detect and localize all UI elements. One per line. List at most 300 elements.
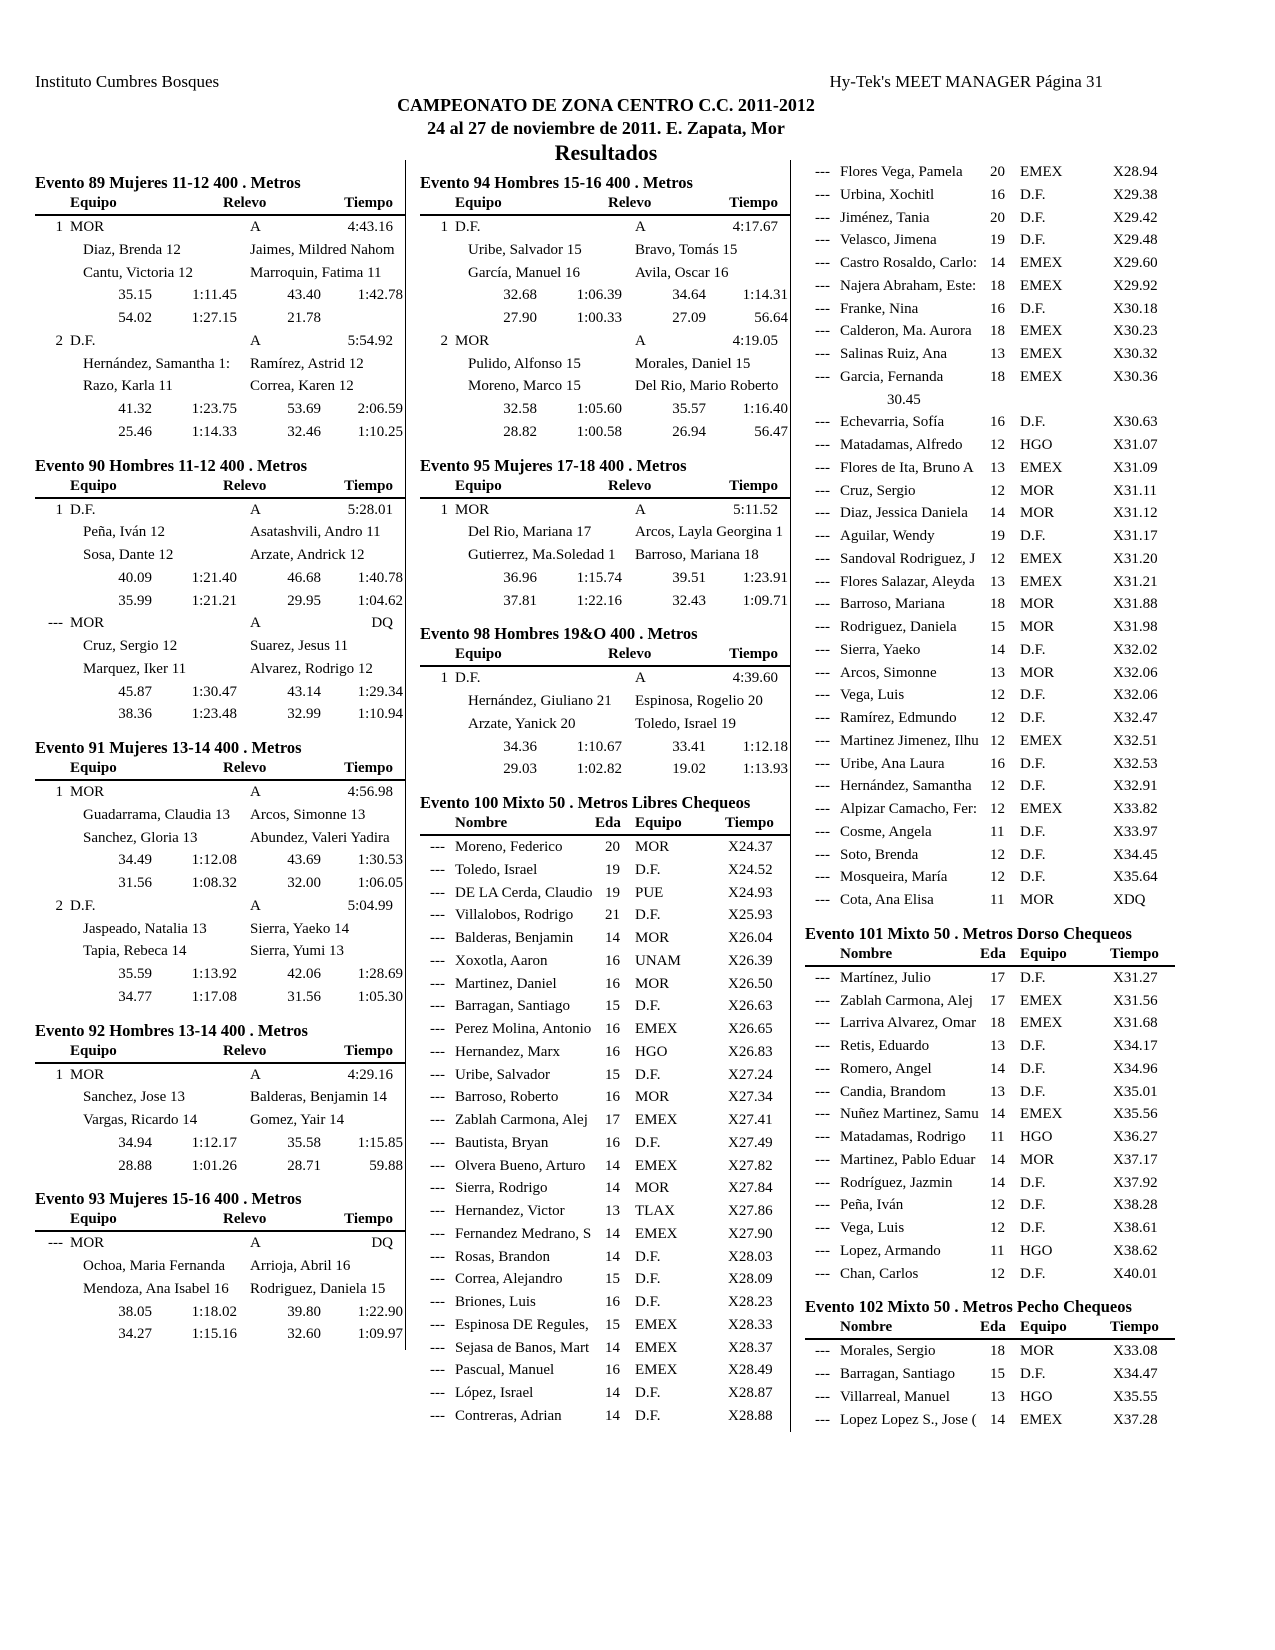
swimmer-name: Pascual, Manuel bbox=[455, 1362, 555, 1379]
swimmer: Arzate, Yanick 20 bbox=[468, 715, 576, 732]
time: X32.06 bbox=[1113, 687, 1158, 704]
age: 11 bbox=[990, 823, 1005, 840]
result-row bbox=[805, 161, 1175, 184]
swimmer-name: Najera Abraham, Este: bbox=[840, 277, 977, 294]
time: X29.38 bbox=[1113, 186, 1158, 203]
place: --- bbox=[430, 1271, 445, 1288]
splits-row bbox=[35, 1323, 405, 1346]
swimmer: Hernández, Samantha 1: bbox=[83, 355, 231, 372]
age: 19 bbox=[990, 232, 1005, 249]
result-row bbox=[805, 343, 1175, 366]
splits-row bbox=[35, 284, 405, 307]
time: X35.01 bbox=[1113, 1083, 1158, 1100]
swimmer-name: Flores de Ita, Bruno A bbox=[840, 459, 974, 476]
time: X38.62 bbox=[1113, 1242, 1158, 1259]
time: X24.52 bbox=[728, 861, 773, 878]
team: D.F. bbox=[455, 219, 481, 235]
header-team: Equipo bbox=[70, 477, 117, 494]
swimmer-name: Bautista, Bryan bbox=[455, 1134, 549, 1151]
age: 14 bbox=[605, 1248, 620, 1265]
swimmer-name: Martinez, Pablo Eduar bbox=[840, 1151, 976, 1168]
result-row bbox=[420, 1223, 790, 1246]
header-time: Tiempo bbox=[1110, 1319, 1159, 1336]
team: HGO bbox=[1020, 1129, 1053, 1145]
header-team: Equipo bbox=[70, 1042, 117, 1059]
result-row bbox=[805, 798, 1175, 821]
result-row bbox=[420, 995, 790, 1018]
split-time: 31.56 bbox=[287, 988, 321, 1005]
split-time: 30.45 bbox=[887, 391, 921, 408]
place: --- bbox=[815, 892, 830, 908]
header-team: Equipo bbox=[635, 815, 682, 831]
swimmer-name: Morales, Sergio bbox=[840, 1343, 936, 1360]
split-time: 42.06 bbox=[287, 966, 321, 982]
column-header-row bbox=[420, 193, 790, 216]
place: --- bbox=[430, 1180, 445, 1197]
result-row bbox=[420, 1268, 790, 1291]
relay-letter: A bbox=[250, 501, 261, 518]
splits-row bbox=[35, 849, 405, 872]
age: 12 bbox=[990, 1265, 1005, 1282]
column-header-row bbox=[35, 1041, 405, 1064]
team: D.F. bbox=[1020, 1265, 1046, 1282]
splits-row bbox=[35, 307, 405, 330]
event-title: Evento 90 Hombres 11-12 400 . Metros bbox=[35, 455, 308, 475]
swimmer-name: Sierra, Yaeko bbox=[840, 641, 921, 658]
split-time: 1:23.75 bbox=[191, 401, 237, 417]
header-relay: Relevo bbox=[608, 477, 652, 494]
place: --- bbox=[815, 1411, 830, 1428]
splits-row bbox=[420, 736, 790, 759]
time: X38.28 bbox=[1113, 1197, 1158, 1214]
age: 11 bbox=[990, 1129, 1005, 1145]
split-time: 25.46 bbox=[118, 423, 152, 440]
team: D.F. bbox=[1020, 1197, 1046, 1214]
place: --- bbox=[430, 861, 445, 878]
age: 14 bbox=[990, 1060, 1005, 1077]
splits-row bbox=[35, 567, 405, 590]
splits-row bbox=[420, 567, 790, 590]
swimmer: Correa, Karen 12 bbox=[250, 378, 354, 395]
place: --- bbox=[815, 710, 830, 726]
age: 11 bbox=[990, 1242, 1005, 1259]
swimmer-name: Balderas, Benjamin bbox=[455, 930, 574, 946]
time: X35.56 bbox=[1113, 1106, 1158, 1123]
split-time: 56.47 bbox=[754, 423, 788, 440]
age: 16 bbox=[990, 300, 1005, 317]
age: 13 bbox=[990, 664, 1005, 681]
age: 16 bbox=[990, 414, 1005, 431]
split-time: 1:10.94 bbox=[357, 706, 403, 723]
swimmer: Morales, Daniel 15 bbox=[635, 355, 751, 372]
place: --- bbox=[48, 1235, 63, 1252]
split-time: 27.09 bbox=[672, 310, 706, 326]
time: X33.82 bbox=[1113, 801, 1158, 817]
time: X31.27 bbox=[1113, 969, 1158, 986]
place: --- bbox=[815, 619, 830, 635]
splits-row bbox=[35, 421, 405, 444]
time: X34.45 bbox=[1113, 846, 1158, 863]
place: --- bbox=[430, 998, 445, 1015]
team: D.F. bbox=[1020, 710, 1046, 726]
result-row bbox=[805, 571, 1175, 594]
result-row bbox=[805, 775, 1175, 798]
swimmer-name: Martinez, Daniel bbox=[455, 975, 557, 992]
relay-swimmers-row bbox=[420, 544, 790, 567]
place: --- bbox=[430, 884, 445, 901]
relay-team-row bbox=[35, 781, 405, 804]
swimmer-name: Diaz, Jessica Daniela bbox=[840, 505, 968, 522]
age: 15 bbox=[990, 619, 1005, 635]
result-row bbox=[420, 1041, 790, 1064]
team: D.F. bbox=[635, 1066, 661, 1083]
swimmer-name: Flores Salazar, Aleyda bbox=[840, 573, 975, 590]
age: 14 bbox=[605, 1407, 620, 1424]
team: D.F. bbox=[635, 907, 661, 924]
time: X31.21 bbox=[1113, 573, 1158, 590]
result-row bbox=[805, 548, 1175, 571]
event-title: Evento 101 Mixto 50 . Metros Dorso Chequeos bbox=[805, 923, 1132, 943]
team: MOR bbox=[1020, 619, 1055, 635]
swimmer: Jaspeado, Natalia 13 bbox=[83, 920, 207, 937]
split-time: 38.36 bbox=[118, 706, 152, 723]
relay-letter: A bbox=[250, 219, 261, 235]
relay-swimmers-row bbox=[35, 658, 405, 681]
place: --- bbox=[430, 975, 445, 992]
time: 5:04.99 bbox=[347, 897, 393, 914]
place: --- bbox=[430, 1089, 445, 1106]
swimmer: Barroso, Mariana 18 bbox=[635, 547, 759, 563]
team: D.F. bbox=[1020, 687, 1046, 704]
split-time: 1:08.32 bbox=[191, 875, 237, 891]
result-row bbox=[420, 1064, 790, 1087]
age: 16 bbox=[605, 1134, 620, 1151]
relay-swimmers-row bbox=[420, 262, 790, 285]
age: 16 bbox=[990, 755, 1005, 772]
swimmer: Marquez, Iker 11 bbox=[83, 660, 187, 677]
swimmer-name: Uribe, Salvador bbox=[455, 1066, 550, 1083]
team: EMEX bbox=[1020, 801, 1063, 817]
swimmer: Jaimes, Mildred Nahom bbox=[250, 241, 395, 258]
time: X33.08 bbox=[1113, 1343, 1158, 1360]
age: 15 bbox=[605, 1066, 620, 1083]
result-row bbox=[805, 298, 1175, 321]
result-row bbox=[805, 639, 1175, 662]
place: --- bbox=[430, 1134, 445, 1151]
splits-row bbox=[420, 284, 790, 307]
meet-dates: 24 al 27 de noviembre de 2011. E. Zapata, Mor bbox=[427, 118, 785, 138]
split-time: 35.99 bbox=[118, 592, 152, 609]
place: --- bbox=[815, 528, 830, 544]
time: X30.18 bbox=[1113, 300, 1158, 317]
header-name: Nombre bbox=[840, 1319, 893, 1336]
result-row bbox=[420, 859, 790, 882]
team: D.F. bbox=[1020, 869, 1046, 886]
swimmer: Arrioja, Abril 16 bbox=[250, 1258, 351, 1274]
split-time: 39.80 bbox=[287, 1303, 321, 1320]
age: 20 bbox=[990, 164, 1005, 180]
result-row bbox=[805, 525, 1175, 548]
team: MOR bbox=[1020, 1151, 1055, 1168]
place: 1 bbox=[440, 501, 448, 518]
time: X28.88 bbox=[728, 1407, 773, 1424]
time: 4:19.05 bbox=[732, 332, 778, 349]
age: 19 bbox=[990, 528, 1005, 544]
result-row bbox=[805, 593, 1175, 616]
team: HGO bbox=[1020, 437, 1053, 453]
result-row bbox=[805, 707, 1175, 730]
relay-letter: A bbox=[250, 784, 261, 800]
swimmer-name: Vega, Luis bbox=[840, 1220, 905, 1236]
place: --- bbox=[815, 1343, 830, 1360]
column-header-row bbox=[35, 758, 405, 781]
team: D.F. bbox=[1020, 1060, 1046, 1077]
age: 12 bbox=[990, 437, 1005, 453]
split-time: 1:10.67 bbox=[576, 738, 622, 755]
swimmer-name: Larriva Alvarez, Omar bbox=[840, 1015, 977, 1032]
result-row bbox=[805, 662, 1175, 685]
age: 14 bbox=[605, 1157, 620, 1174]
result-row bbox=[805, 844, 1175, 867]
header-team: Equipo bbox=[70, 760, 117, 776]
split-time: 1:12.08 bbox=[191, 852, 237, 869]
swimmer: Cruz, Sergio 12 bbox=[83, 638, 178, 654]
split-time: 1:18.02 bbox=[191, 1303, 237, 1320]
age: 14 bbox=[605, 930, 620, 946]
age: 14 bbox=[990, 1106, 1005, 1123]
split-time: 53.69 bbox=[287, 401, 321, 417]
age: 14 bbox=[605, 1225, 620, 1242]
team: MOR bbox=[1020, 505, 1055, 522]
split-time: 1:21.21 bbox=[191, 592, 237, 609]
swimmer-name: Candia, Brandom bbox=[840, 1083, 946, 1100]
swimmer-name: Romero, Angel bbox=[840, 1060, 932, 1077]
time: 5:28.01 bbox=[347, 501, 393, 518]
swimmer: Arcos, Layla Georgina 1 bbox=[635, 524, 784, 541]
age: 12 bbox=[990, 710, 1005, 726]
swimmer: Del Rio, Mario Roberto bbox=[635, 378, 779, 395]
age: 14 bbox=[990, 1174, 1005, 1191]
place: 2 bbox=[440, 332, 448, 349]
swimmer-name: Chan, Carlos bbox=[840, 1265, 919, 1282]
split-time: 32.43 bbox=[672, 592, 706, 609]
team: EMEX bbox=[1020, 573, 1063, 590]
results-column-2 bbox=[420, 172, 790, 1428]
team: MOR bbox=[635, 975, 670, 992]
swimmer: Ramírez, Astrid 12 bbox=[250, 355, 364, 372]
swimmer-name: Vega, Luis bbox=[840, 687, 905, 704]
relay-swimmers-row bbox=[35, 1086, 405, 1109]
relay-swimmers-row bbox=[35, 940, 405, 963]
relay-swimmers-row bbox=[35, 353, 405, 376]
swimmer: Mendoza, Ana Isabel 16 bbox=[83, 1280, 229, 1297]
team: D.F. bbox=[1020, 232, 1046, 249]
swimmer-name: Hernández, Samantha bbox=[840, 778, 972, 795]
time: X31.17 bbox=[1113, 528, 1158, 544]
result-row bbox=[805, 252, 1175, 275]
swimmer-name: Urbina, Xochitl bbox=[840, 186, 935, 203]
relay-swimmers-row bbox=[35, 804, 405, 827]
split-time: 1:11.45 bbox=[192, 287, 237, 304]
header-time: Tiempo bbox=[729, 195, 778, 211]
place: 1 bbox=[440, 670, 448, 687]
split-time: 39.51 bbox=[672, 569, 706, 586]
results-column-1 bbox=[35, 172, 405, 1346]
header-relay: Relevo bbox=[223, 195, 267, 211]
team: D.F. bbox=[70, 332, 96, 349]
result-row bbox=[805, 616, 1175, 639]
age: 12 bbox=[990, 869, 1005, 886]
swimmer-name: Sandoval Rodriguez, J bbox=[840, 550, 976, 567]
time: X28.94 bbox=[1113, 164, 1158, 180]
split-time: 35.57 bbox=[672, 401, 706, 417]
split-time: 32.68 bbox=[503, 287, 537, 304]
split-time: 1:28.69 bbox=[357, 966, 403, 982]
swimmer-name: Rodriguez, Daniela bbox=[840, 619, 957, 635]
age: 15 bbox=[990, 1366, 1005, 1382]
age: 16 bbox=[605, 975, 620, 992]
place: --- bbox=[815, 664, 830, 681]
swimmer-name: Perez Molina, Antonio bbox=[455, 1021, 592, 1037]
swimmer-name: Moreno, Federico bbox=[455, 839, 563, 855]
result-row bbox=[805, 1035, 1175, 1058]
relay-swimmers-row bbox=[35, 375, 405, 398]
swimmer: Sosa, Dante 12 bbox=[83, 547, 174, 563]
relay-swimmers-row bbox=[420, 239, 790, 262]
result-row bbox=[805, 1263, 1175, 1286]
result-row bbox=[805, 480, 1175, 503]
time: X37.28 bbox=[1113, 1411, 1158, 1428]
team: MOR bbox=[455, 501, 490, 518]
result-row bbox=[420, 1109, 790, 1132]
split-time: 19.02 bbox=[672, 761, 706, 778]
swimmer-name: Olvera Bueno, Arturo bbox=[455, 1157, 586, 1174]
swimmer-name: Barroso, Roberto bbox=[455, 1089, 559, 1106]
age: 21 bbox=[605, 907, 620, 924]
team: EMEX bbox=[635, 1157, 678, 1174]
team: EMEX bbox=[635, 1362, 678, 1379]
age: 17 bbox=[990, 992, 1005, 1009]
splits-row bbox=[420, 758, 790, 781]
swimmer: Peña, Iván 12 bbox=[83, 524, 166, 541]
time: X29.48 bbox=[1113, 232, 1158, 249]
swimmer-name: Matadamas, Alfredo bbox=[840, 437, 963, 453]
team: D.F. bbox=[635, 1385, 661, 1401]
relay-team-row bbox=[35, 1064, 405, 1087]
age: 12 bbox=[990, 1197, 1005, 1214]
split-time: 1:30.53 bbox=[357, 852, 403, 869]
result-row bbox=[805, 1081, 1175, 1104]
result-row bbox=[420, 904, 790, 927]
place: --- bbox=[815, 1388, 830, 1405]
split-time: 1:12.17 bbox=[191, 1134, 237, 1151]
age: 14 bbox=[605, 1385, 620, 1401]
split-time: 2:06.59 bbox=[357, 401, 403, 417]
split-time: 34.94 bbox=[118, 1134, 152, 1151]
column-header-row bbox=[805, 1317, 1175, 1340]
age: 17 bbox=[990, 969, 1005, 986]
time: X35.64 bbox=[1113, 869, 1158, 886]
relay-letter: A bbox=[250, 332, 261, 349]
time: X32.47 bbox=[1113, 710, 1158, 726]
split-time: 29.03 bbox=[503, 761, 537, 778]
result-row bbox=[805, 502, 1175, 525]
header-relay: Relevo bbox=[223, 760, 267, 776]
swimmer: Vargas, Ricardo 14 bbox=[83, 1112, 198, 1128]
time: X26.50 bbox=[728, 975, 773, 992]
split-time: 34.27 bbox=[118, 1326, 152, 1343]
swimmer-name: Franke, Nina bbox=[840, 300, 919, 317]
time: X27.90 bbox=[728, 1225, 773, 1242]
swimmer: Asatashvili, Andro 11 bbox=[250, 524, 381, 541]
event-title: Evento 89 Mujeres 11-12 400 . Metros bbox=[35, 173, 301, 192]
relay-letter: A bbox=[635, 332, 646, 349]
result-row bbox=[420, 1337, 790, 1360]
split-time: 35.58 bbox=[287, 1134, 321, 1151]
team: HGO bbox=[1020, 1242, 1053, 1259]
result-row bbox=[805, 320, 1175, 343]
place: --- bbox=[815, 687, 830, 704]
relay-team-row bbox=[35, 330, 405, 353]
age: 14 bbox=[605, 1180, 620, 1197]
header-team: Equipo bbox=[455, 646, 502, 663]
swimmer-name: Sierra, Rodrigo bbox=[455, 1180, 548, 1197]
event-title: Evento 98 Hombres 19&O 400 . Metros bbox=[420, 624, 698, 644]
time: X32.91 bbox=[1113, 778, 1158, 795]
result-row bbox=[805, 1012, 1175, 1035]
place: --- bbox=[815, 414, 830, 431]
place: --- bbox=[430, 930, 445, 946]
relay-swimmers-row bbox=[420, 521, 790, 544]
result-row bbox=[805, 990, 1175, 1013]
place: --- bbox=[815, 1129, 830, 1145]
age: 18 bbox=[990, 368, 1005, 385]
result-row bbox=[420, 836, 790, 859]
split-time: 40.09 bbox=[118, 569, 152, 586]
swimmer: Marroquin, Fatima 11 bbox=[250, 264, 382, 281]
relay-team-row bbox=[420, 330, 790, 353]
result-row bbox=[420, 1086, 790, 1109]
swimmer: García, Manuel 16 bbox=[468, 264, 581, 281]
split-time: 1:10.25 bbox=[357, 423, 403, 440]
place: 1 bbox=[55, 219, 63, 235]
swimmer-name: Barragan, Santiago bbox=[840, 1366, 955, 1382]
place: --- bbox=[815, 1197, 830, 1214]
result-row bbox=[805, 1240, 1175, 1263]
time: X34.17 bbox=[1113, 1038, 1158, 1054]
split-time: 28.71 bbox=[287, 1157, 321, 1174]
time: X26.04 bbox=[728, 930, 773, 946]
swimmer-name: Jiménez, Tania bbox=[840, 209, 930, 226]
time: X27.82 bbox=[728, 1157, 773, 1174]
place: --- bbox=[815, 869, 830, 886]
split-time: 56.64 bbox=[754, 310, 788, 326]
split-time: 59.88 bbox=[369, 1157, 403, 1174]
swimmer-name: Peña, Iván bbox=[840, 1197, 904, 1214]
swimmer: Suarez, Jesus 11 bbox=[250, 638, 349, 654]
place: --- bbox=[48, 615, 63, 632]
header-team: Equipo bbox=[70, 195, 117, 211]
relay-team-row bbox=[420, 499, 790, 522]
place: --- bbox=[815, 1265, 830, 1282]
split-time: 41.32 bbox=[118, 401, 152, 417]
swimmer-name: Briones, Luis bbox=[455, 1294, 536, 1310]
time: 4:43.16 bbox=[347, 219, 393, 235]
section-title: Resultados bbox=[554, 140, 658, 165]
column-header-row bbox=[420, 644, 790, 667]
results-column-3 bbox=[805, 161, 1175, 1431]
swimmer-name: Lopez Lopez S., Jose ( bbox=[840, 1411, 977, 1428]
